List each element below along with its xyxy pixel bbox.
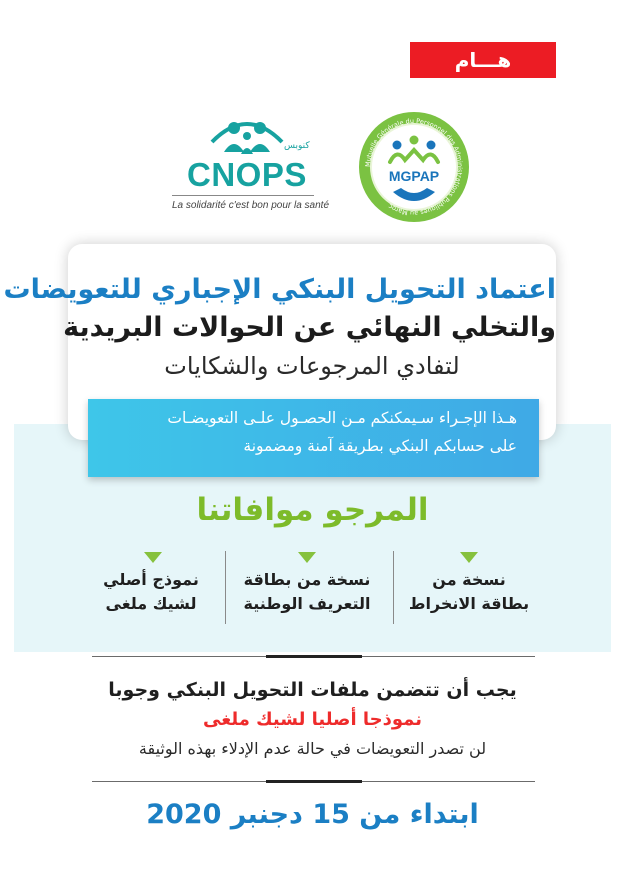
mgpap-ring-text: Mutuelle Générale du Personnel des Administrations Publiques au Maroc <box>363 116 465 218</box>
document-line-1: نسخة من بطاقة <box>243 570 371 589</box>
document-line-2: لشيك ملغى <box>105 594 197 613</box>
chevron-down-icon <box>298 552 316 563</box>
cnops-logo <box>172 112 330 212</box>
chevron-down-icon <box>144 552 162 563</box>
chevron-down-icon <box>460 552 478 563</box>
start-date: ابتداء من 15 دجنبر 2020 <box>146 799 479 830</box>
call-to-action: المرجو موافاتنا <box>196 492 429 528</box>
title-line-1: اعتماد التحويل البنكي الإجباري للتعويضات <box>3 274 556 305</box>
cnops-rule <box>172 195 314 196</box>
cnops-slogan: La solidarité c'est bon pour la santé <box>172 200 330 211</box>
info-line-2: على حسابكم البنكي بطريقة آمنة ومضمونة <box>243 437 517 455</box>
document-item <box>86 552 216 622</box>
mgpap-emblem-icon <box>357 110 471 224</box>
document-line-1: نسخة من <box>432 570 506 589</box>
divider-accent <box>266 780 362 783</box>
mgpap-logo <box>357 110 471 224</box>
title-line-2: والتخلي النهائي عن الحوالات البريدية <box>63 312 556 343</box>
document-item <box>404 552 534 622</box>
divider <box>393 551 394 624</box>
document-line-2: بطاقة الانخراط <box>408 594 530 613</box>
document-line-1: نموذج أصلي <box>103 570 199 589</box>
flyer-page <box>3 14 611 859</box>
info-box <box>88 399 539 477</box>
document-line-2: التعريف الوطنية <box>243 594 371 613</box>
cnops-family-icon <box>172 112 314 162</box>
requirement-line-2: نموذجا أصليا لشيك ملغى <box>203 709 422 730</box>
cnops-wordmark: CNOPS <box>187 156 307 193</box>
divider-accent <box>266 655 362 658</box>
title-line-3: لتفادي المرجوعات والشكايات <box>164 352 460 380</box>
requirement-line-3: لن تصدر التعويضات في حالة عدم الإدلاء بهذه الوثيقة <box>138 739 487 758</box>
important-badge: هـــام <box>410 42 556 78</box>
info-line-1: هـذا الإجـراء سـيمكنكم مـن الحصـول علـى التعويضـات <box>167 409 517 427</box>
divider <box>225 551 226 624</box>
cnops-arabic-name: كنوبس <box>284 141 310 151</box>
mgpap-wordmark: MGPAP <box>388 168 440 184</box>
document-item <box>232 552 382 622</box>
requirement-line-1: يجب أن تتضمن ملفات التحويل البنكي وجوبا <box>108 679 517 701</box>
